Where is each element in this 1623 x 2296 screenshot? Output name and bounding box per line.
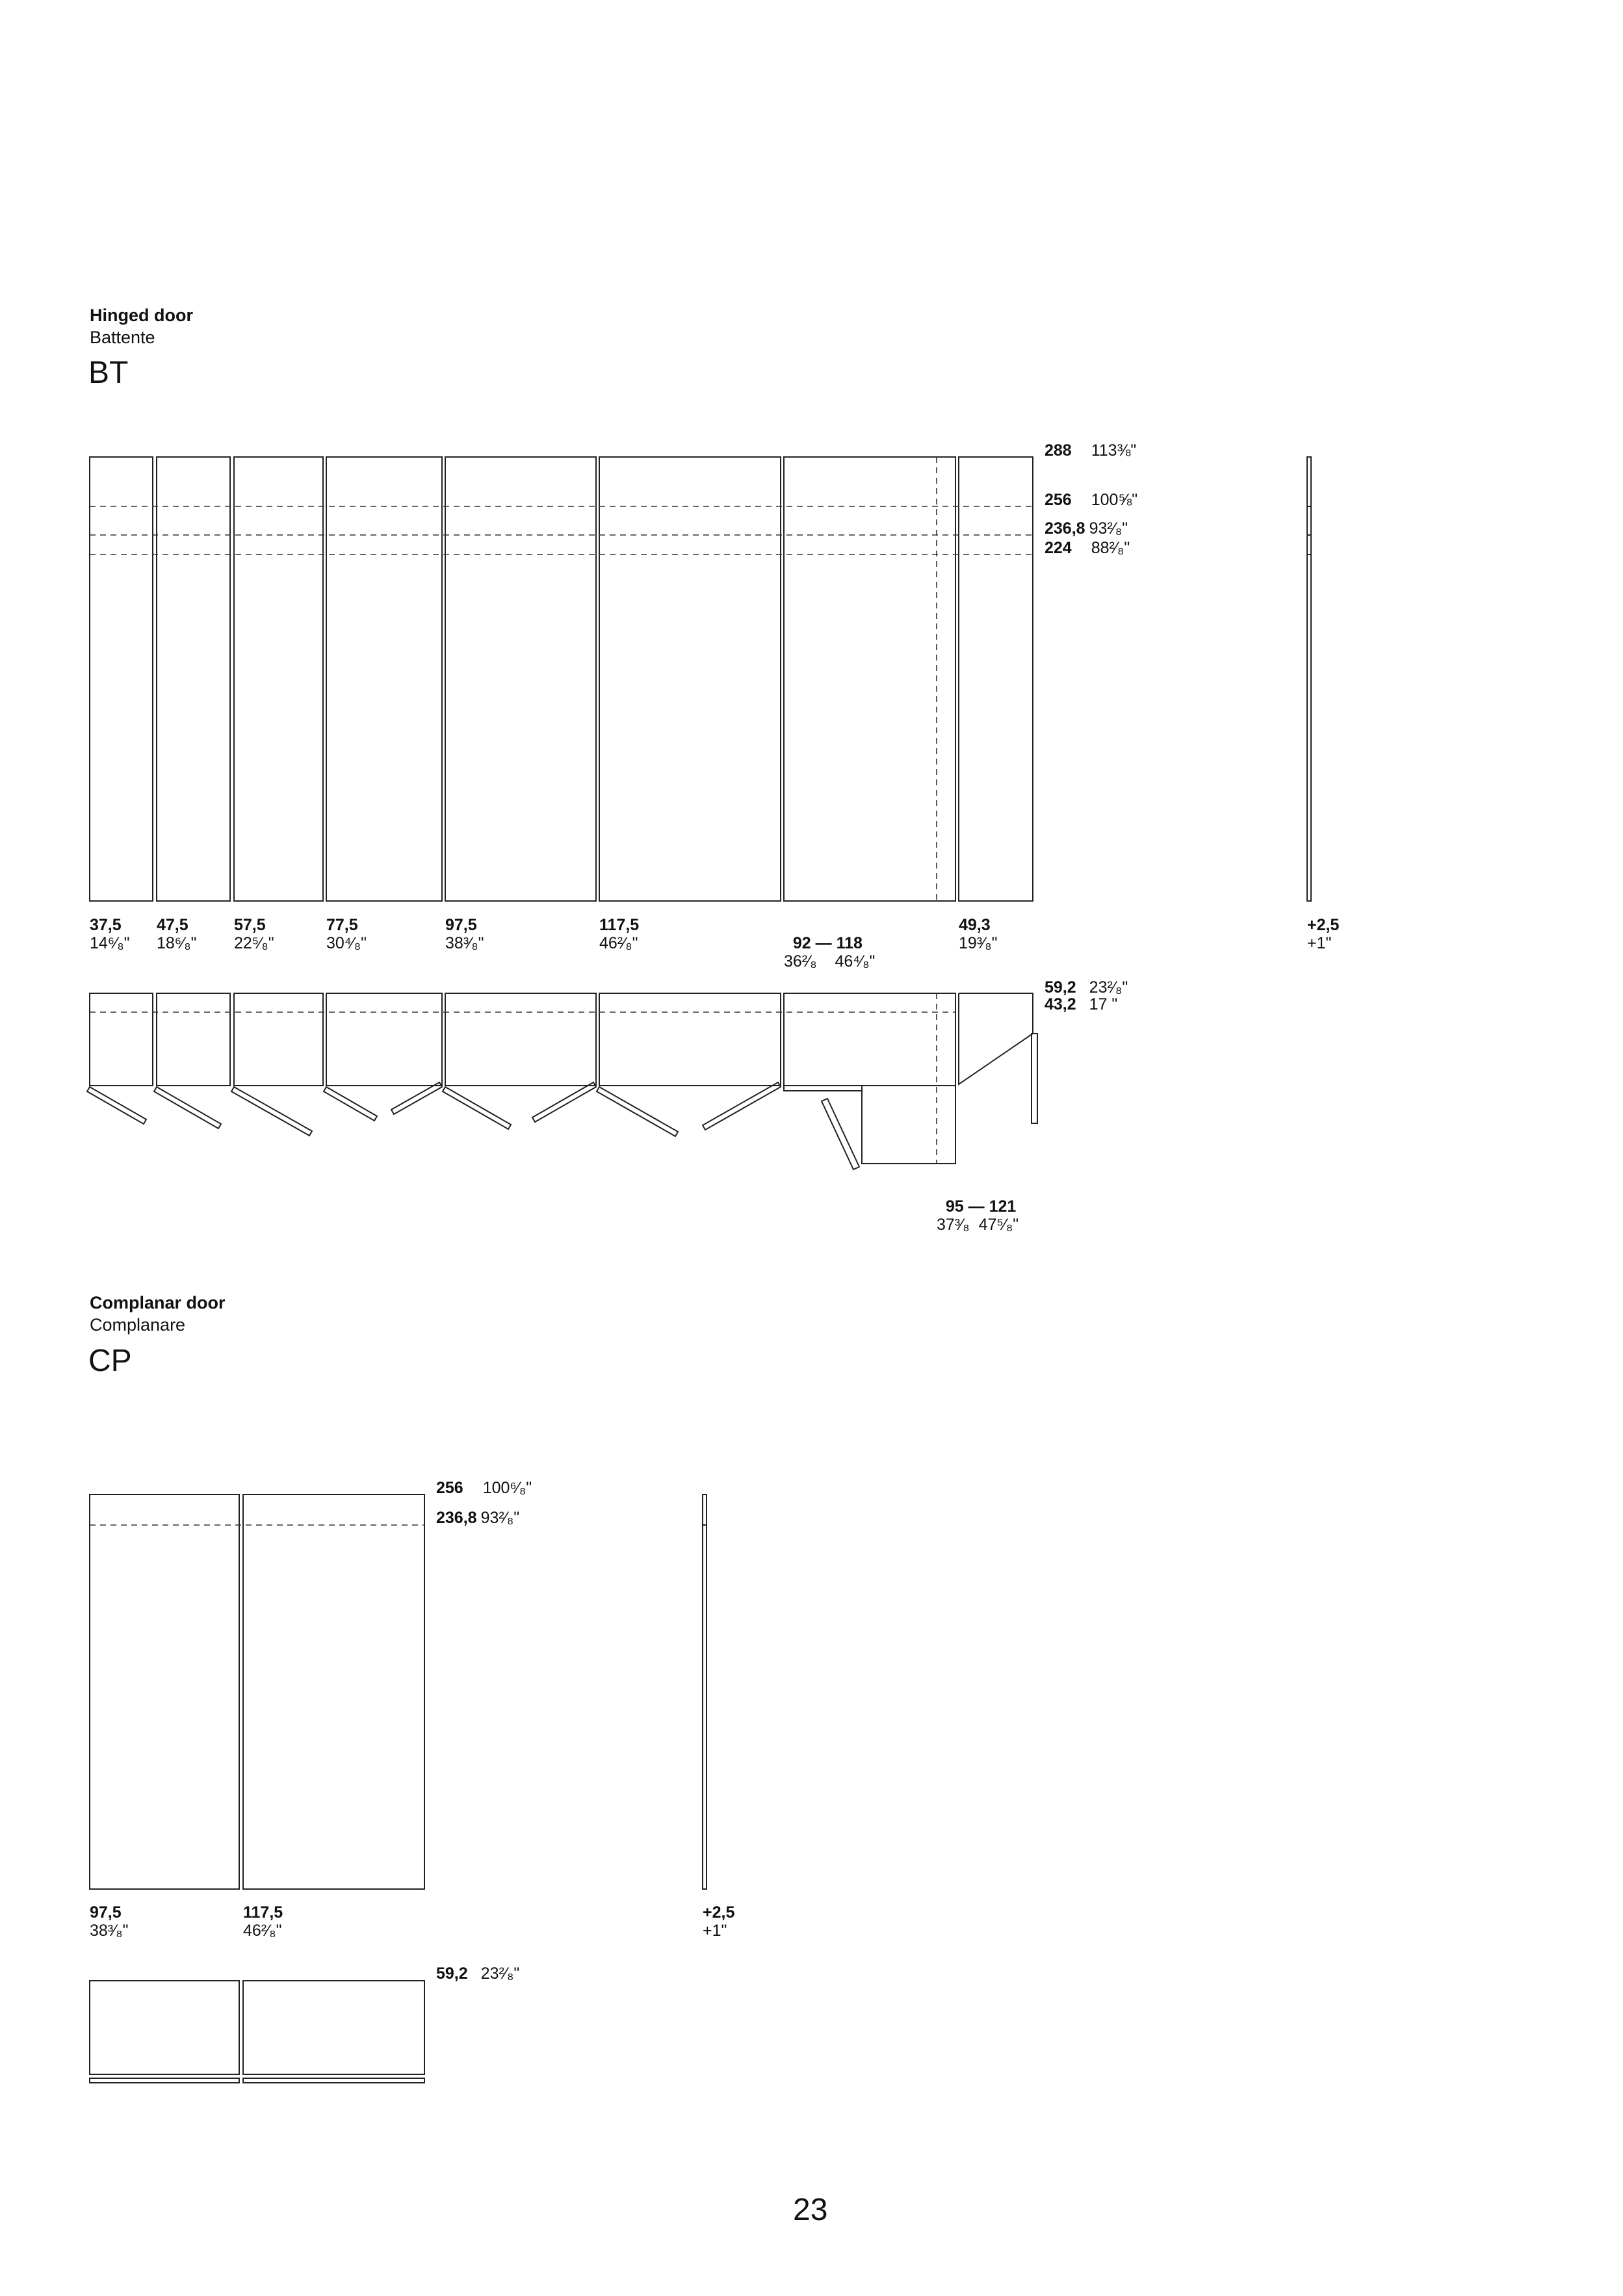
bt-corner-width: 95 — 121 37³⁄₈ 47⁵⁄₈" xyxy=(937,1197,1019,1234)
bt-thickness: +2,5 +1" xyxy=(1307,916,1340,952)
bt-height-288: 288 113⅜" xyxy=(1045,441,1137,460)
bt-section-title: Hinged door xyxy=(90,306,193,325)
bt-depth-59-2: 59,2 23²⁄₈" xyxy=(1045,978,1128,997)
bt-height-256: 256 100⅝" xyxy=(1045,491,1138,509)
cp-door-117-5 xyxy=(243,1494,424,1889)
cp-width-117-5: 117,5 46²⁄₈" xyxy=(243,1903,283,1940)
cp-plan-view xyxy=(90,1981,424,2083)
cp-depth-59-2: 59,2 23²⁄₈" xyxy=(436,1964,520,1983)
cp-section-code: CP xyxy=(88,1344,132,1378)
bt-door-49-3 xyxy=(959,457,1033,901)
bt-door-77-5 xyxy=(326,457,442,901)
page-number: 23 xyxy=(793,2193,828,2227)
cp-height-256: 256 100⁶⁄₈" xyxy=(436,1479,532,1497)
bt-section-subtitle: Battente xyxy=(90,328,155,347)
cp-section-title: Complanar door xyxy=(90,1293,226,1312)
bt-width-92-118: 92 — 118 36²⁄₈ 46⁴⁄₈" xyxy=(784,934,876,971)
cp-elevation-doors xyxy=(90,1494,424,1889)
bt-elevation-doors xyxy=(90,457,1033,901)
bt-width-117-5: 117,5 46²⁄₈" xyxy=(599,916,640,952)
bt-section-code: BT xyxy=(88,356,129,390)
cp-section-subtitle: Complanare xyxy=(90,1315,186,1335)
bt-height-224: 224 88²⁄₈" xyxy=(1045,539,1130,557)
bt-door-57-5 xyxy=(234,457,323,901)
bt-width-57-5: 57,5 22⁵⁄₈" xyxy=(234,916,274,952)
bt-width-97-5: 97,5 38³⁄₈" xyxy=(445,916,484,952)
bt-door-92-118 xyxy=(784,457,955,901)
bt-width-47-5: 47,5 18⁶⁄₈" xyxy=(157,916,197,952)
cp-side-profile xyxy=(703,1494,707,1889)
cp-thickness: +2,5 +1" xyxy=(703,1903,735,1940)
cp-door-97-5 xyxy=(90,1494,239,1889)
cp-width-97-5: 97,5 38³⁄₈" xyxy=(90,1903,129,1940)
bt-width-77-5: 77,5 30⁴⁄₈" xyxy=(326,916,367,952)
bt-door-47-5 xyxy=(157,457,230,901)
bt-door-97-5 xyxy=(445,457,596,901)
bt-side-profile xyxy=(1307,457,1311,901)
bt-width-49-3: 49,3 19³⁄₈" xyxy=(959,916,998,952)
bt-width-37-5: 37,5 14⁶⁄₈" xyxy=(90,916,130,952)
bt-door-37-5 xyxy=(90,457,153,901)
bt-height-236-8: 236,8 93²⁄₈" xyxy=(1045,519,1128,538)
bt-door-117-5 xyxy=(599,457,781,901)
cp-height-236-8: 236,8 93²⁄₈" xyxy=(436,1509,520,1527)
bt-plan-view xyxy=(87,993,1037,1169)
bt-depth-43-2: 43,2 17 " xyxy=(1045,995,1118,1013)
